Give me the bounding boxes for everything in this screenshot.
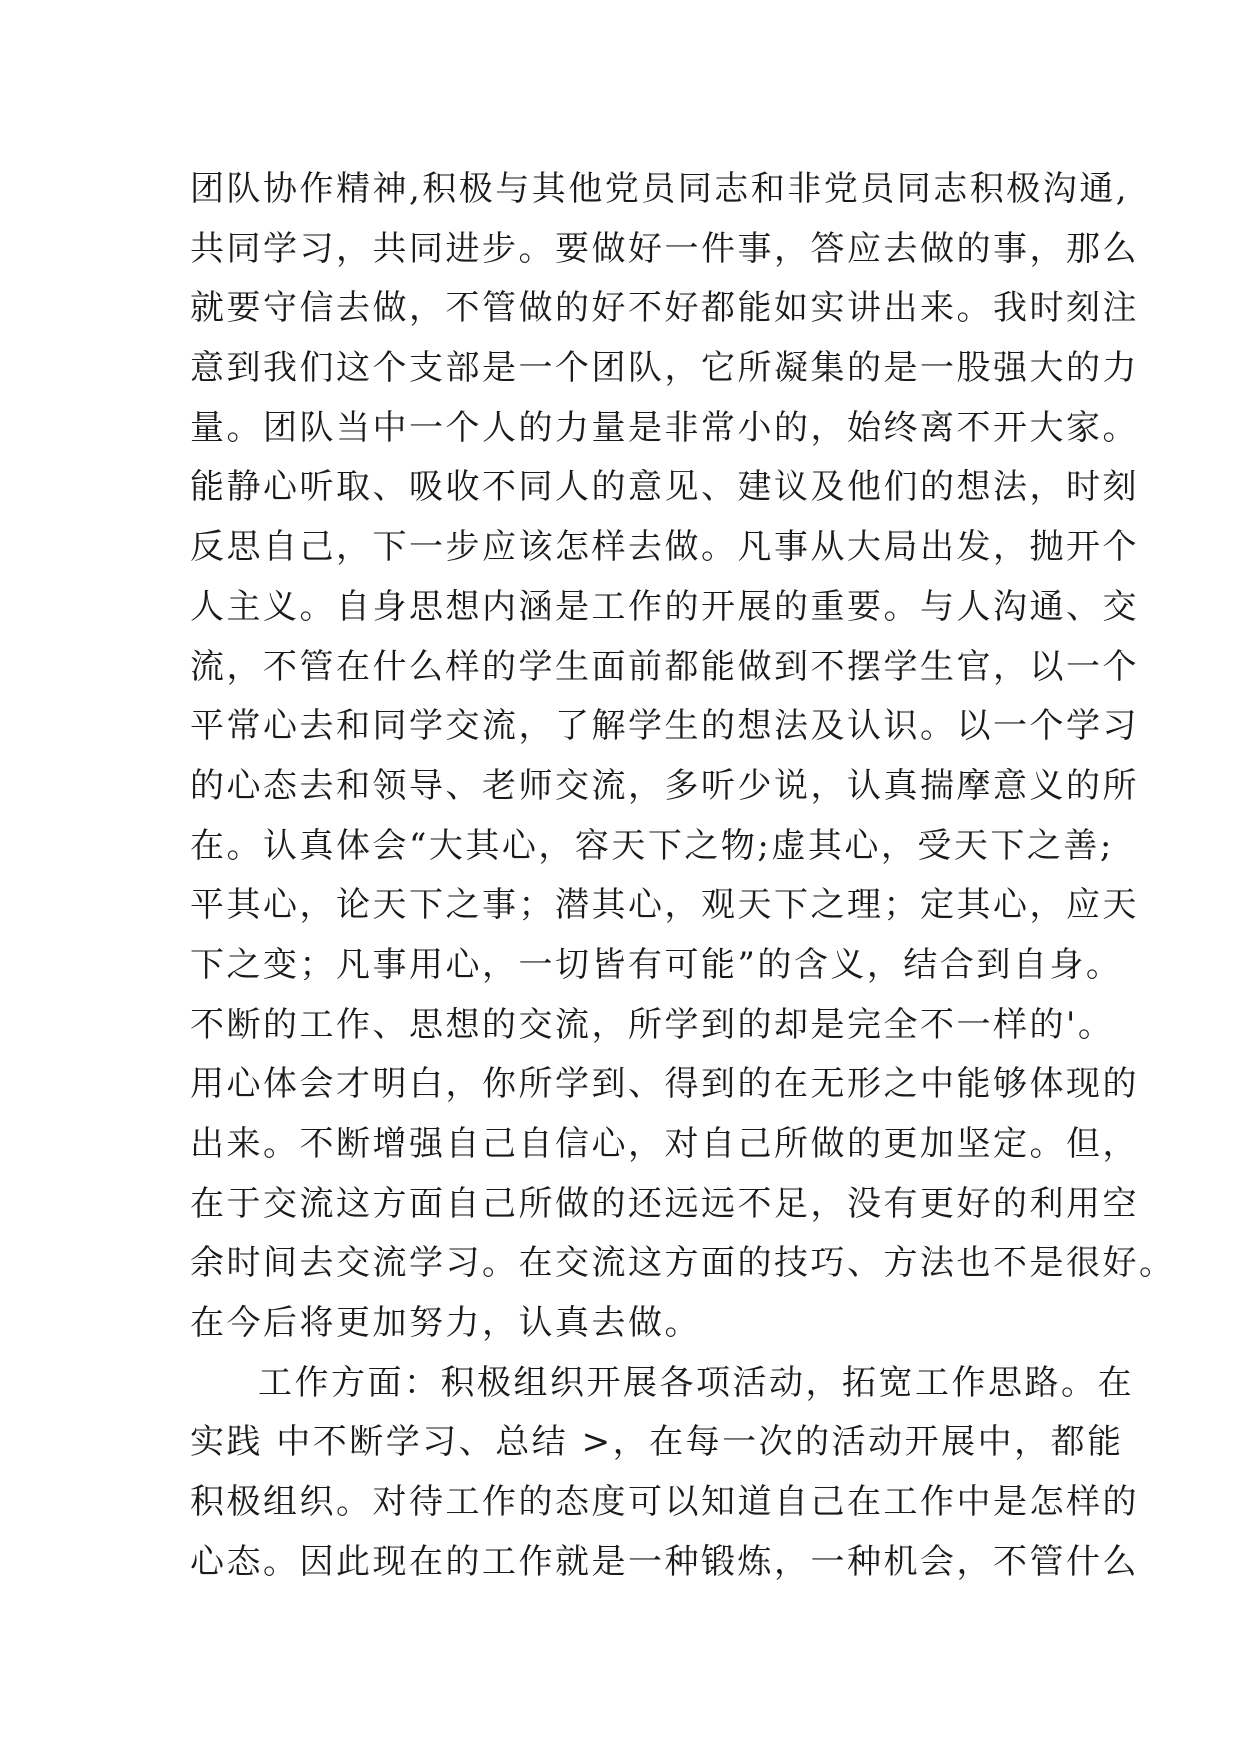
text-line: 能静心听取、吸收不同人的意见、建议及他们的想法，时刻 bbox=[190, 467, 1139, 508]
text-line: 积极组织。对待工作的态度可以知道自己在工作中是怎样的 bbox=[190, 1482, 1139, 1523]
text-line: 就要守信去做，不管做的好不好都能如实讲出来。我时刻注 bbox=[190, 288, 1139, 329]
text-line: 在于交流这方面自己所做的还远远不足，没有更好的利用空 bbox=[190, 1183, 1139, 1224]
text-line: 心态。因此现在的工作就是一种锻炼，一种机会，不管什么 bbox=[190, 1541, 1139, 1582]
text-line: 共同学习，共同进步。要做好一件事，答应去做的事，那么 bbox=[190, 228, 1139, 269]
paragraph-start-line: 工作方面：积极组织开展各项活动，拓宽工作思路。在 bbox=[258, 1362, 1134, 1403]
text-line: 用心体会才明白，你所学到、得到的在无形之中能够体现的 bbox=[190, 1064, 1139, 1105]
text-line: 团队协作精神,积极与其他党员同志和非党员同志积极沟通, bbox=[190, 169, 1130, 209]
text-line: 意到我们这个支部是一个团队，它所凝集的是一股强大的力 bbox=[190, 348, 1139, 389]
text-line: 量。团队当中一个人的力量是非常小的，始终离不开大家。 bbox=[190, 407, 1139, 448]
text-line: 平常心去和同学交流，了解学生的想法及认识。以一个学习 bbox=[190, 706, 1139, 747]
text-line: 出来。不断增强自己自信心，对自己所做的更加坚定。但， bbox=[190, 1124, 1139, 1164]
text-line: 在今后将更加努力，认真去做。 bbox=[190, 1303, 701, 1344]
text-line: 下之变；凡事用心，一切皆有可能”的含义，结合到自身。 bbox=[190, 944, 1123, 985]
text-line: 不断的工作、思想的交流，所学到的却是完全不一样的'。 bbox=[190, 1004, 1115, 1045]
text-line: 的心态去和领导、老师交流，多听少说，认真揣摩意义的所 bbox=[190, 765, 1139, 806]
text-line: 人主义。自身思想内涵是工作的开展的重要。与人沟通、交 bbox=[190, 586, 1139, 627]
body-text bbox=[190, 160, 1176, 1593]
text-line: 平其心，论天下之事；潜其心，观天下之理；定其心，应天 bbox=[190, 885, 1139, 926]
text-line: 实践 中不断学习、总结 >，在每一次的活动开展中，都能 bbox=[190, 1422, 1124, 1463]
text-line: 余时间去交流学习。在交流这方面的技巧、方法也不是很好。 bbox=[190, 1243, 1176, 1284]
text-line: 在。认真体会“大其心，容天下之物;虚其心，受天下之善; bbox=[190, 825, 1114, 866]
text-line: 流，不管在什么样的学生面前都能做到不摆学生官，以一个 bbox=[190, 646, 1139, 687]
text-line: 反思自己，下一步应该怎样去做。凡事从大局出发，抛开个 bbox=[190, 527, 1139, 568]
